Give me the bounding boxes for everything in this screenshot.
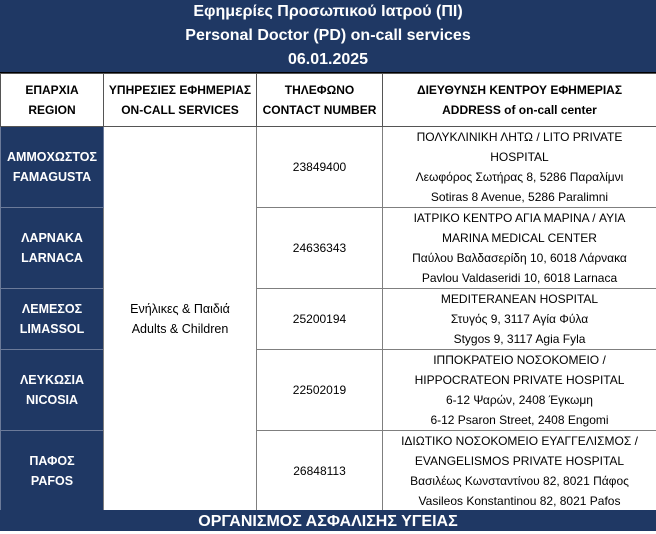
region-cell [1,350,104,431]
address-line: ΙΑΤΡΙΚΟ ΚΕΝΤΡΟ ΑΓΙΑ ΜΑΡΙΝΑ / AYIA [383,208,656,228]
document-date: 06.01.2025 [0,48,656,72]
address-line: HOSPITAL [383,147,656,167]
address-line: Stygos 9, 3117 Agia Fyla [383,329,656,349]
address-line: Vasileos Konstantinou 82, 8021 Pafos [383,491,656,511]
title-greek: Εφημερίες Προσωπικού Ιατρού (ΠΙ) [0,0,656,24]
address-cell [383,289,656,350]
on-call-table [0,73,656,512]
col-header-phone-en: CONTACT NUMBER [257,100,382,120]
region-name-gr: ΛΕΜΕΣΟΣ [1,299,103,319]
phone-cell: 26848113 [257,431,383,512]
table-row [1,289,656,350]
address-line: ΙΠΠΟΚΡΑΤΕΙΟ ΝΟΣΟΚΟΜΕΙΟ / [383,350,656,370]
phone-cell: 25200194 [257,289,383,350]
address-line: HIPPOCRATEON PRIVATE HOSPITAL [383,370,656,390]
col-header-services [104,74,257,127]
col-header-region-en: REGION [1,100,103,120]
region-name-en: NICOSIA [1,390,103,410]
document-header [0,0,656,73]
region-name-en: PAFOS [1,471,103,491]
region-cell [1,208,104,289]
address-line: 6-12 Ψαρών, 2408 Έγκωμη [383,390,656,410]
table-row [1,127,656,208]
address-line: Λεωφόρος Σωτήρας 8, 5286 Παραλίμνι [383,167,656,187]
address-line: ΙΔΙΩΤΙΚΟ ΝΟΣΟΚΟΜΕΙΟ ΕΥΑΓΓΕΛΙΣΜΟΣ / [383,431,656,451]
col-header-services-gr: ΥΠΗΡΕΣΙΕΣ ΕΦΗΜΕΡΙΑΣ [104,80,256,100]
region-name-gr: ΛΑΡΝΑΚΑ [1,228,103,248]
services-gr: Ενήλικες & Παιδιά [104,299,256,319]
address-line: Sotiras 8 Avenue, 5286 Paralimni [383,187,656,207]
region-name-gr: ΠΑΦΟΣ [1,451,103,471]
col-header-address [383,74,656,127]
col-header-services-en: ON-CALL SERVICES [104,100,256,120]
address-line: Στυγός 9, 3117 Αγία Φύλα [383,309,656,329]
table-header-row [1,74,656,127]
col-header-phone [257,74,383,127]
table-row [1,431,656,512]
address-line: EVANGELISMOS PRIVATE HOSPITAL [383,451,656,471]
phone-cell: 23849400 [257,127,383,208]
address-line: Pavlou Valdaseridi 10, 6018 Larnaca [383,268,656,288]
phone-cell: 24636343 [257,208,383,289]
services-en: Adults & Children [104,319,256,339]
region-cell [1,289,104,350]
address-line: MEDITERANEAN HOSPITAL [383,289,656,309]
col-header-address-en: ADDRESS of on-call center [383,100,656,120]
address-line: ΠΟΛΥΚΛΙΝΙΚΗ ΛΗΤΩ / LITO PRIVATE [383,127,656,147]
address-line: Βασιλέως Κωνσταντίνου 82, 8021 Πάφος [383,471,656,491]
address-line: Παύλου Βαλδασερίδη 10, 6018 Λάρνακα [383,248,656,268]
region-name-en: LARNACA [1,248,103,268]
address-cell [383,127,656,208]
title-english: Personal Doctor (PD) on-call services [0,24,656,48]
address-line: 6-12 Psaron Street, 2408 Engomi [383,410,656,430]
col-header-phone-gr: ΤΗΛΕΦΩΝΟ [257,80,382,100]
address-cell [383,208,656,289]
region-name-en: FAMAGUSTA [1,167,103,187]
col-header-region-gr: ΕΠΑΡΧΙΑ [1,80,103,100]
region-name-gr: ΑΜΜΟΧΩΣΤΟΣ [1,147,103,167]
table-row [1,208,656,289]
address-line: MARINA MEDICAL CENTER [383,228,656,248]
table-row [1,350,656,431]
address-cell [383,431,656,512]
region-name-en: LIMASSOL [1,319,103,339]
region-name-gr: ΛΕΥΚΩΣΙΑ [1,370,103,390]
address-cell [383,350,656,431]
phone-cell: 22502019 [257,350,383,431]
services-cell [104,127,257,512]
region-cell [1,127,104,208]
col-header-address-gr: ΔΙΕΥΘΥΝΣΗ ΚΕΝΤΡΟΥ ΕΦΗΜΕΡΙΑΣ [383,80,656,100]
region-cell [1,431,104,512]
organization-footer: ΟΡΓΑΝΙΣΜΟΣ ΑΣΦΑΛΙΣΗΣ ΥΓΕΙΑΣ [0,510,656,531]
col-header-region [1,74,104,127]
